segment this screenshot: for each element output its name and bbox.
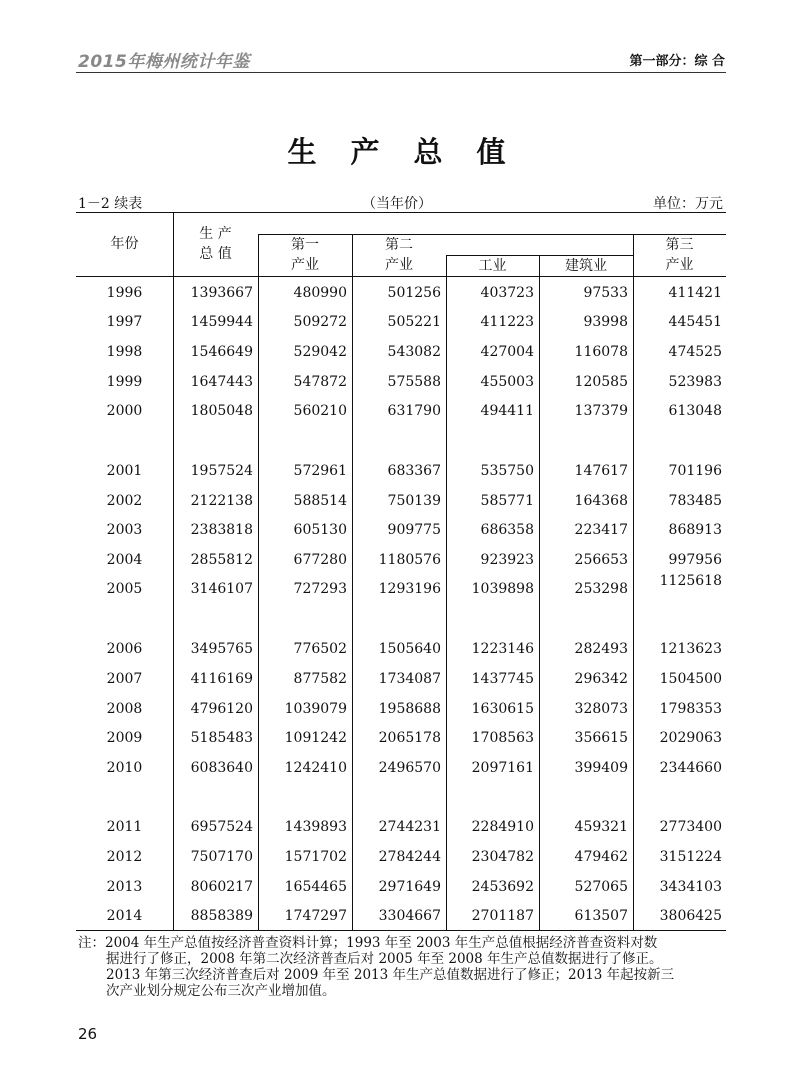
value-cell: 868913 [668, 522, 722, 538]
value-cell: 1293196 [378, 581, 441, 597]
year-cell: 2003 [106, 522, 143, 538]
value-cell: 686358 [480, 522, 534, 538]
value-cell: 509272 [293, 314, 347, 330]
value-cell: 529042 [293, 344, 347, 360]
value-cell: 605130 [293, 522, 347, 538]
year-cell: 1997 [106, 314, 143, 330]
value-cell: 1798353 [659, 701, 722, 717]
year-cell: 1998 [106, 344, 143, 360]
value-cell: 4116169 [190, 671, 253, 687]
value-cell: 1805048 [190, 403, 253, 419]
value-cell: 137379 [574, 403, 628, 419]
value-cell: 543082 [387, 344, 441, 360]
col-header-gdp-line1: 生 产 [199, 226, 232, 242]
section-label: 第一部分：综 合 [629, 54, 725, 69]
value-cell: 3495765 [190, 641, 253, 657]
table-label: 1－2 续表 [78, 196, 143, 212]
value-cell: 356615 [574, 730, 628, 746]
col-header-secondary-line2: 产业 [385, 257, 413, 273]
col-header-gdp-line2: 总 值 [199, 246, 232, 262]
value-cell: 8060217 [190, 879, 253, 895]
value-cell: 5185483 [190, 730, 253, 746]
year-cell: 2006 [106, 641, 143, 657]
value-cell: 2855812 [190, 552, 253, 568]
value-cell: 2496570 [378, 760, 441, 776]
value-cell: 783485 [668, 493, 722, 509]
col-header-tertiary-line2: 产业 [665, 257, 694, 273]
value-cell: 6957524 [190, 819, 253, 835]
page-number: 26 [78, 1025, 98, 1043]
book-title: 2015年梅州统计年鉴 [78, 52, 250, 72]
value-cell: 2453692 [471, 879, 534, 895]
value-cell: 1957524 [190, 463, 253, 479]
year-cell: 2002 [106, 493, 143, 509]
unit-label: 单位：万元 [653, 196, 723, 212]
value-cell: 223417 [574, 522, 628, 538]
value-cell: 677280 [293, 552, 347, 568]
value-cell: 631790 [387, 403, 441, 419]
header-subrule [258, 234, 726, 235]
value-cell: 120585 [574, 374, 628, 390]
value-cell: 2122138 [190, 493, 253, 509]
value-cell: 116078 [574, 344, 628, 360]
value-cell: 93998 [583, 314, 628, 330]
col-header-construction: 建筑业 [565, 258, 607, 274]
value-cell: 479462 [574, 849, 628, 865]
year-cell: 2009 [106, 730, 143, 746]
year-cell: 2007 [106, 671, 143, 687]
value-cell: 547872 [293, 374, 347, 390]
year-cell: 2011 [106, 819, 143, 835]
page-title: 生产总值 [287, 135, 540, 169]
value-cell: 776502 [293, 641, 347, 657]
value-cell: 1439893 [284, 819, 347, 835]
value-cell: 1747297 [284, 908, 347, 924]
value-cell: 3434103 [659, 879, 722, 895]
price-note: （当年价） [362, 196, 432, 212]
value-cell: 455003 [480, 374, 534, 390]
footnote-line: 据进行了修正，2008 年第二次经济普查后对 2005 年至 2008 年生产总值数据进行了修正。 [106, 951, 663, 967]
value-cell: 1630615 [471, 701, 534, 717]
value-cell: 2304782 [471, 849, 534, 865]
value-cell: 411421 [668, 285, 722, 301]
col-header-tertiary-line1: 第三 [665, 237, 694, 253]
value-cell: 2744231 [378, 819, 441, 835]
value-cell: 505221 [387, 314, 441, 330]
footnote-line: 注：2004 年生产总值按经济普查资料计算；1993 年至 2003 年生产总值根据经济普查资料对数 [78, 935, 658, 951]
value-cell: 1505640 [378, 641, 441, 657]
value-cell: 1654465 [284, 879, 347, 895]
value-cell: 411223 [480, 314, 534, 330]
year-cell: 2010 [106, 760, 143, 776]
header-subrule [446, 255, 633, 256]
value-cell: 575588 [387, 374, 441, 390]
value-cell: 1504500 [659, 671, 722, 687]
table-bottom-rule [76, 930, 726, 931]
value-cell: 1039898 [471, 581, 534, 597]
value-cell: 613048 [668, 403, 722, 419]
value-cell: 501256 [387, 285, 441, 301]
value-cell: 253298 [574, 581, 628, 597]
value-cell: 2065178 [378, 730, 441, 746]
value-cell: 328073 [574, 701, 628, 717]
value-cell: 3146107 [190, 581, 253, 597]
value-cell: 399409 [574, 760, 628, 776]
value-cell: 459321 [574, 819, 628, 835]
year-cell: 2008 [106, 701, 143, 717]
value-cell: 1393667 [190, 285, 253, 301]
year-cell: 2013 [106, 879, 143, 895]
year-cell: 1996 [106, 285, 143, 301]
value-cell: 2784244 [378, 849, 441, 865]
value-cell: 997956 [668, 552, 722, 568]
value-cell: 3806425 [659, 908, 722, 924]
value-cell: 909775 [387, 522, 441, 538]
value-cell: 701196 [668, 463, 722, 479]
footnote [78, 935, 726, 999]
value-cell: 8858389 [190, 908, 253, 924]
value-cell: 2701187 [471, 908, 534, 924]
value-cell: 1091242 [284, 730, 347, 746]
value-cell: 727293 [293, 581, 347, 597]
value-cell: 2284910 [471, 819, 534, 835]
value-cell: 585771 [480, 493, 534, 509]
value-cell: 3304667 [378, 908, 441, 924]
col-header-secondary-line1: 第二 [385, 237, 413, 253]
value-cell: 97533 [583, 285, 628, 301]
col-header-year: 年份 [110, 236, 139, 252]
value-cell: 1571702 [284, 849, 347, 865]
value-cell: 523983 [668, 374, 722, 390]
value-cell: 1437745 [471, 671, 534, 687]
year-cell: 1999 [106, 374, 143, 390]
value-cell: 1647443 [190, 374, 253, 390]
value-cell: 1708563 [471, 730, 534, 746]
year-cell: 2001 [106, 463, 143, 479]
value-cell: 427004 [480, 344, 534, 360]
value-cell: 572961 [293, 463, 347, 479]
value-cell: 147617 [574, 463, 628, 479]
value-cell: 256653 [574, 552, 628, 568]
value-cell: 683367 [387, 463, 441, 479]
value-cell: 403723 [480, 285, 534, 301]
footnote-line: 次产业划分规定公布三次产业增加值。 [106, 983, 336, 999]
value-cell: 1242410 [284, 760, 347, 776]
value-cell: 527065 [574, 879, 628, 895]
value-cell: 474525 [668, 344, 722, 360]
value-cell: 445451 [668, 314, 722, 330]
value-cell: 480990 [293, 285, 347, 301]
value-cell: 1125618 [659, 573, 722, 589]
value-cell: 7507170 [190, 849, 253, 865]
value-cell: 494411 [480, 403, 534, 419]
value-cell: 1039079 [284, 701, 347, 717]
value-cell: 2029063 [659, 730, 722, 746]
col-header-primary-line1: 第一 [291, 237, 319, 253]
col-header-industry: 工业 [478, 258, 507, 274]
year-cell: 2005 [106, 581, 143, 597]
value-cell: 588514 [293, 493, 347, 509]
value-cell: 2097161 [471, 760, 534, 776]
value-cell: 1223146 [471, 641, 534, 657]
year-cell: 2014 [106, 908, 143, 924]
year-cell: 2012 [106, 849, 143, 865]
value-cell: 1459944 [190, 314, 253, 330]
value-cell: 2344660 [659, 760, 722, 776]
header-rule [76, 72, 726, 73]
value-cell: 535750 [480, 463, 534, 479]
value-cell: 1213623 [659, 641, 722, 657]
value-cell: 164368 [574, 493, 628, 509]
value-cell: 1546649 [190, 344, 253, 360]
footnote-line: 2013 年第三次经济普查后对 2009 年至 2013 年生产总值数据进行了修正；2013 年起按新三 [106, 967, 675, 983]
value-cell: 2971649 [378, 879, 441, 895]
value-cell: 4796120 [190, 701, 253, 717]
value-cell: 1734087 [378, 671, 441, 687]
value-cell: 2383818 [190, 522, 253, 538]
value-cell: 282493 [574, 641, 628, 657]
value-cell: 6083640 [190, 760, 253, 776]
year-cell: 2004 [106, 552, 143, 568]
value-cell: 750139 [387, 493, 441, 509]
col-header-primary-line2: 产业 [291, 257, 319, 273]
value-cell: 877582 [293, 671, 347, 687]
value-cell: 560210 [293, 403, 347, 419]
value-cell: 923923 [480, 552, 534, 568]
year-cell: 2000 [106, 403, 143, 419]
value-cell: 1958688 [378, 701, 441, 717]
value-cell: 613507 [574, 908, 628, 924]
value-cell: 1180576 [378, 552, 441, 568]
value-cell: 3151224 [659, 849, 722, 865]
value-cell: 296342 [574, 671, 628, 687]
value-cell: 2773400 [659, 819, 722, 835]
